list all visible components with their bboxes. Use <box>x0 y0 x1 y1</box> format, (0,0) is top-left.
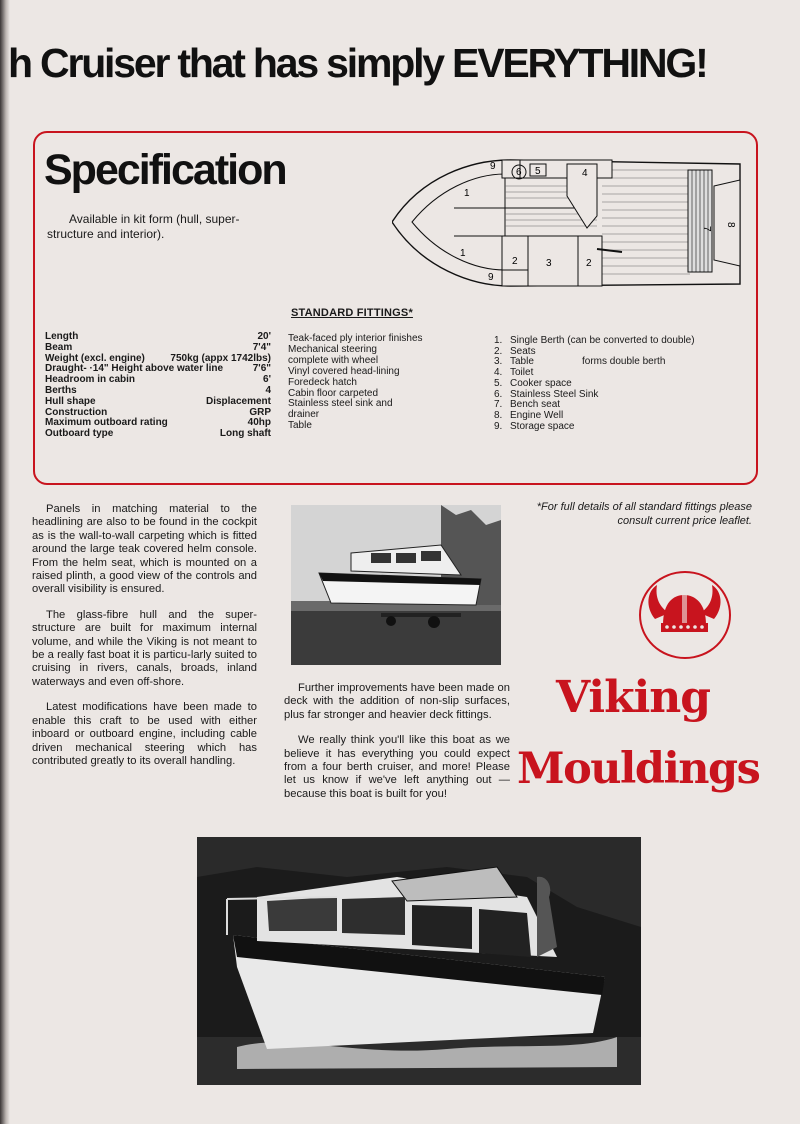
paragraph: Latest modifications have been made to enable this craft to be used with either inboard or outboard engine, including cable driven mechanical steering which has contributed greatly to its overall handling. <box>32 701 257 767</box>
spec-value: Displacement <box>205 395 271 407</box>
spec-value: 750kg (appx 1742lbs) <box>170 352 271 364</box>
spec-row <box>45 429 271 440</box>
spec-value: 20' <box>257 331 271 342</box>
plan-label-2-right: 2 <box>586 258 592 269</box>
boat-cruising-photo <box>197 837 641 1085</box>
fitting-item: Cabin floor carpeted <box>288 387 379 399</box>
middle-column-text <box>284 682 510 813</box>
boat-on-trailer-photo <box>291 505 501 665</box>
legend-item: 7. Bench seat <box>494 399 561 411</box>
legend-item: 2. Seats <box>494 345 536 357</box>
spec-label: Beam <box>45 341 73 353</box>
spec-label: Maximum outboard rating <box>45 417 168 429</box>
fitting-item: drainer <box>288 409 320 421</box>
plan-label-3: 3 <box>546 258 552 269</box>
plan-label-7: 7 <box>701 226 712 232</box>
spec-label: Weight (excl. engine) <box>45 352 145 364</box>
spec-value: 7'4" <box>252 341 271 353</box>
paragraph: The glass-fibre hull and the super-structure are built for maximum internal volume, and while the Viking is not meant to be a really fast boat it is particu-larly suited to cruising in rivers, canals, broads, inland waterways and even off-shore. <box>32 608 257 688</box>
boat-floor-plan <box>392 156 748 291</box>
plan-label-5: 5 <box>535 166 541 177</box>
left-column-text <box>32 503 257 780</box>
specification-title: Specification <box>44 146 286 194</box>
legend-item: 1. Single Berth (can be converted to double) <box>494 335 695 346</box>
plan-label-9-bottom: 9 <box>488 272 494 283</box>
spec-label: Draught- ·14" Height above water line <box>45 363 224 375</box>
spec-value: GRP <box>249 406 271 418</box>
legend-item: 8. Engine Well <box>494 409 564 421</box>
spec-row <box>45 343 271 354</box>
spec-row <box>45 375 271 386</box>
spec-label: Headroom in cabin <box>45 374 136 386</box>
paragraph: We really think you'll like this boat as we believe it has everything you could expect from a four berth cruiser, and more! Please let us know if we've left anything out — because this boat is built for you! <box>284 734 510 800</box>
paragraph: Further improvements have been made on deck with the addition of non-slip surfaces, plus far stronger and heavier deck fittings. <box>284 682 510 721</box>
kit-form-note: Available in kit form (hull, super-structure and interior). <box>47 212 240 241</box>
plan-label-1-top: 1 <box>464 188 470 199</box>
legend-item: 3. Table forms double berth <box>494 356 666 368</box>
specs-table <box>45 332 271 440</box>
spec-label: Berths <box>45 384 77 396</box>
spec-value: 7'6" <box>252 363 271 375</box>
headline: h Cruiser that has simply EVERYTHING! <box>8 40 707 86</box>
legend-item: 5. Cooker space <box>494 377 572 389</box>
spec-label: Hull shape <box>45 395 96 407</box>
fitting-item: Vinyl covered head-lining <box>288 365 400 377</box>
plan-label-4: 4 <box>582 168 588 179</box>
spec-label: Length <box>45 331 79 342</box>
plan-label-1-bottom: 1 <box>460 248 466 259</box>
plan-label-6: 6 <box>516 167 522 178</box>
viking-helmet-logo <box>639 571 731 659</box>
footnote: *For full details of all standard fittings please consult current price leaflet. <box>536 501 752 527</box>
spec-value: 40hp <box>247 417 271 429</box>
spec-value: 4 <box>265 384 271 396</box>
brand-mouldings: Mouldings <box>517 744 760 794</box>
spec-value: Long shaft <box>219 428 271 440</box>
spec-row <box>45 397 271 408</box>
fitting-item: Teak-faced ply interior finishes <box>288 333 423 344</box>
fitting-item: complete with wheel <box>288 354 379 366</box>
brand-viking: Viking <box>556 672 711 723</box>
fitting-item: Foredeck hatch <box>288 376 357 388</box>
legend-item: 9. Storage space <box>494 420 575 432</box>
floor-plan-legend <box>494 336 695 432</box>
standard-fittings-list <box>288 334 458 432</box>
spec-label: Construction <box>45 406 108 418</box>
page-edge-shadow <box>0 0 10 1124</box>
spec-value: 6' <box>263 374 271 386</box>
plan-label-8: 8 <box>725 222 736 228</box>
plan-label-2-left: 2 <box>512 256 518 267</box>
legend-item: 6. Stainless Steel Sink <box>494 388 599 400</box>
spec-row <box>45 332 271 343</box>
fitting-item: Table <box>288 420 312 432</box>
legend-item: 4. Toilet <box>494 367 534 379</box>
plan-label-9-top: 9 <box>490 161 496 172</box>
standard-fittings-heading: STANDARD FITTINGS* <box>291 307 413 319</box>
fitting-item: Stainless steel sink and <box>288 398 393 410</box>
spec-label: Outboard type <box>45 428 114 440</box>
fitting-item: Mechanical steering <box>288 343 377 355</box>
paragraph: Panels in matching material to the headlining are also to be found in the cockpit as is the wall-to-wall carpeting which is fitted around the large teak covered helm console. From the helm seat, which is mounted on a raised plinth, a good view of the controls and overall visibility is ensured. <box>32 503 257 596</box>
viking-helmet-icon <box>641 573 728 656</box>
